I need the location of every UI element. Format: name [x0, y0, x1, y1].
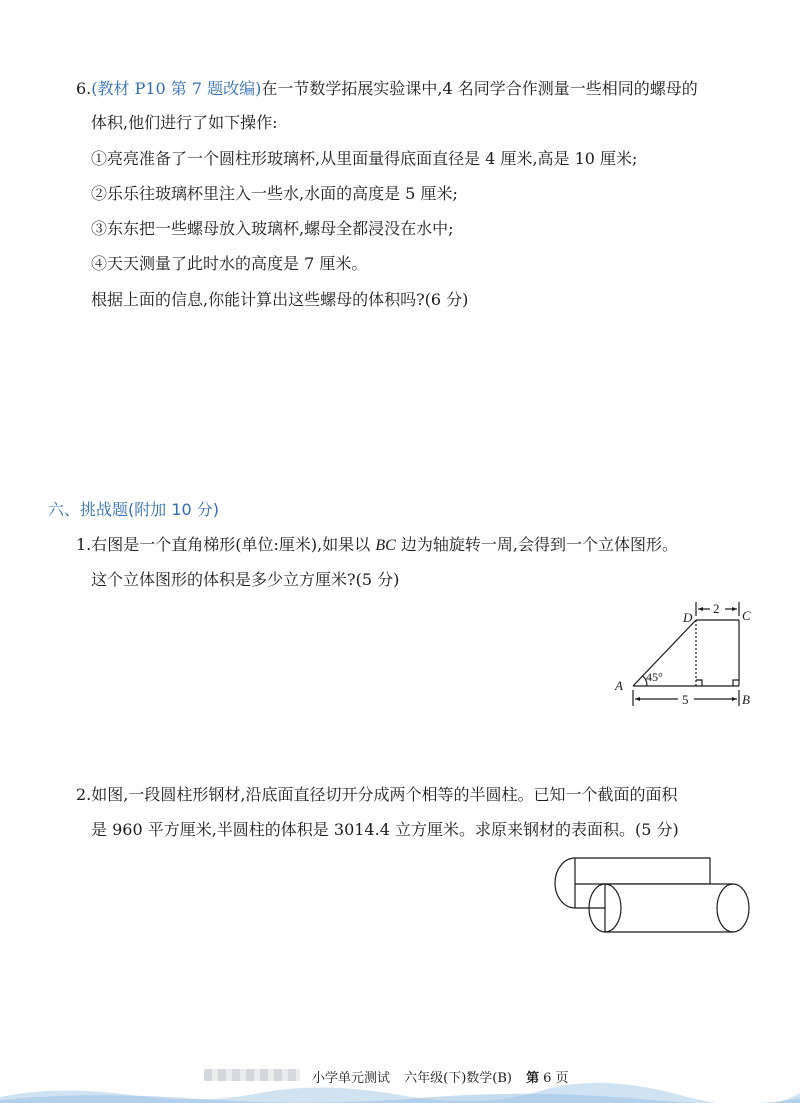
c1-axis-label: BC: [375, 537, 396, 554]
c2-text-1: 如图,一段圆柱形钢材,沿底面直径切开分成两个相等的半圆柱。已知一个截面的面积: [91, 785, 678, 804]
label-c: C: [742, 608, 751, 623]
c2-number: 2.: [76, 785, 92, 804]
publisher-logo: [204, 1069, 300, 1081]
q6-step-2: ②乐乐往玻璃杯里注入一些水,水面的高度是 5 厘米;: [91, 184, 458, 203]
front-half-body: [605, 884, 749, 932]
dim-top-value: 2: [713, 601, 720, 616]
footer-page-suffix: 页: [555, 1071, 569, 1086]
angle-label: 45°: [646, 670, 663, 684]
right-angle-mark-b: [733, 680, 739, 686]
c2-line2: 是 960 平方厘米,半圆柱的体积是 3014.4 立方厘米。求原来钢材的表面积。(5 分): [91, 820, 679, 839]
q6-step-4: ④天天测量了此时水的高度是 7 厘米。: [91, 254, 368, 273]
q6-line2: 体积,他们进行了如下操作:: [91, 113, 278, 132]
q6-step-3: ③东东把一些螺母放入玻璃杯,螺母全都浸没在水中;: [91, 219, 454, 238]
c1-line1: [76, 534, 678, 557]
label-a: A: [615, 678, 623, 693]
arrow-icon: [732, 607, 737, 611]
page-footer: [0, 1050, 800, 1103]
trapezoid-figure: [610, 598, 760, 710]
footer-page-prefix: 第: [526, 1071, 540, 1086]
edge-ad: [633, 620, 696, 686]
label-b: B: [742, 692, 750, 707]
half-cylinder-figure: [545, 850, 755, 940]
q6-source: (教材 P10 第 7 题改编): [91, 79, 262, 98]
label-d: D: [683, 610, 693, 625]
q6-line1: [76, 78, 698, 100]
section-title: 六、挑战题(附加 10 分): [48, 500, 220, 519]
q6-step-1: ①亮亮准备了一个圆柱形玻璃杯,从里面量得底面直径是 4 厘米,高是 10 厘米;: [91, 149, 638, 168]
right-angle-mark-d: [696, 680, 702, 686]
c1-line2: 这个立体图形的体积是多少立方厘米?(5 分): [91, 570, 400, 589]
q6-question: 根据上面的信息,你能计算出这些螺母的体积吗?(6 分): [91, 290, 469, 309]
back-half-top: [575, 858, 710, 884]
footer-page-number: 6: [543, 1071, 552, 1086]
c1-text-post: 边为轴旋转一周,会得到一个立体图形。: [395, 535, 678, 554]
c1-text-pre: 右图是一个直角梯形(单位:厘米),如果以: [91, 535, 376, 554]
q6-text-1: 在一节数学拓展实验课中,4 名同学合作测量一些相同的螺母的: [261, 79, 698, 98]
footer-series: 小学单元测试: [312, 1071, 391, 1086]
footer-grade: 六年级(下)数学(B): [404, 1071, 512, 1086]
back-half-curve: [555, 858, 605, 908]
c2-line1: [76, 784, 677, 806]
dim-bottom-value: 5: [682, 692, 689, 707]
q6-number: 6.: [76, 79, 92, 98]
c1-number: 1.: [76, 535, 92, 554]
arrow-icon: [698, 607, 703, 611]
arrow-icon: [732, 697, 737, 701]
arrow-icon: [635, 697, 640, 701]
footer-wave: [0, 1081, 800, 1103]
